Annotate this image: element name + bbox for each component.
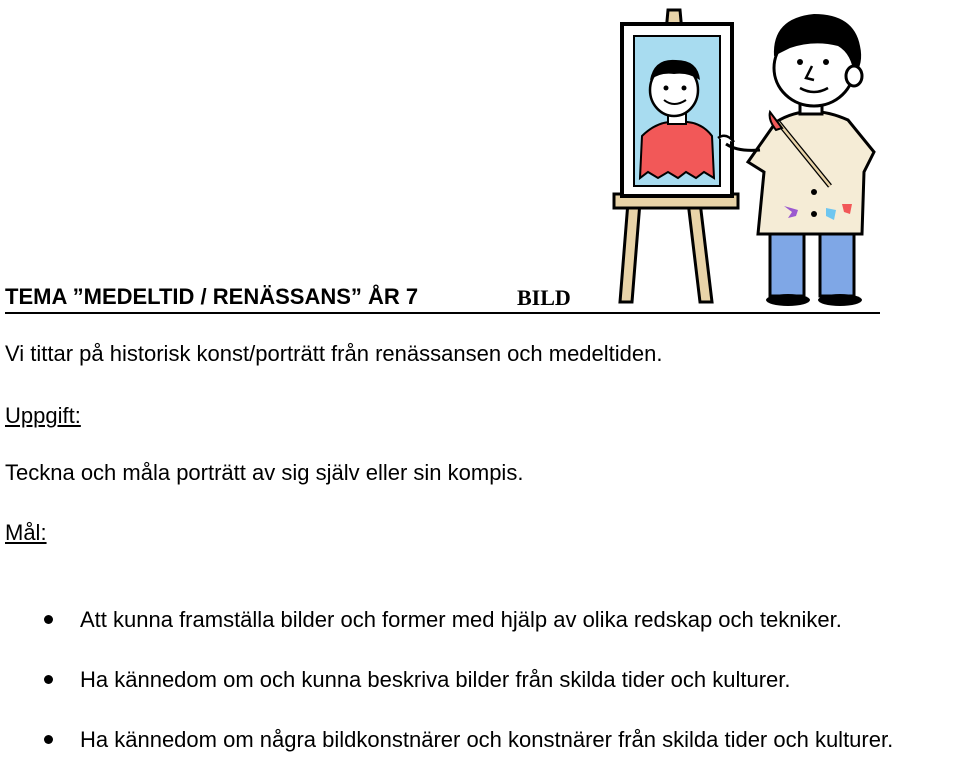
goal-text: Ha kännedom om och kunna beskriva bilder från skilda tider och kulturer.	[80, 667, 791, 692]
goal-text: Att kunna framställa bilder och former med hjälp av olika redskap och tekniker.	[80, 607, 842, 632]
page-title: TEMA ”MEDELTID / RENÄSSANS” ÅR 7	[5, 284, 419, 309]
list-item	[0, 666, 960, 693]
bullet-icon	[44, 735, 53, 744]
task-heading: Uppgift:	[5, 403, 81, 428]
intro-text: Vi tittar på historisk konst/porträtt från renässansen och medeltiden.	[5, 341, 663, 366]
bullet-icon	[44, 675, 53, 684]
task-text: Teckna och måla porträtt av sig själv eller sin kompis.	[5, 460, 524, 485]
bullet-icon	[44, 615, 53, 624]
goals-list	[0, 606, 960, 753]
goal-text: Ha kännedom om några bildkonstnärer och konstnärer från skilda tider och kulturer.	[80, 727, 894, 752]
painter-at-easel-icon	[608, 2, 888, 310]
goals-heading: Mål:	[5, 520, 47, 545]
list-item	[0, 726, 960, 753]
list-item	[0, 606, 960, 633]
subject-label: BILD	[517, 285, 571, 310]
title-row	[5, 284, 880, 314]
